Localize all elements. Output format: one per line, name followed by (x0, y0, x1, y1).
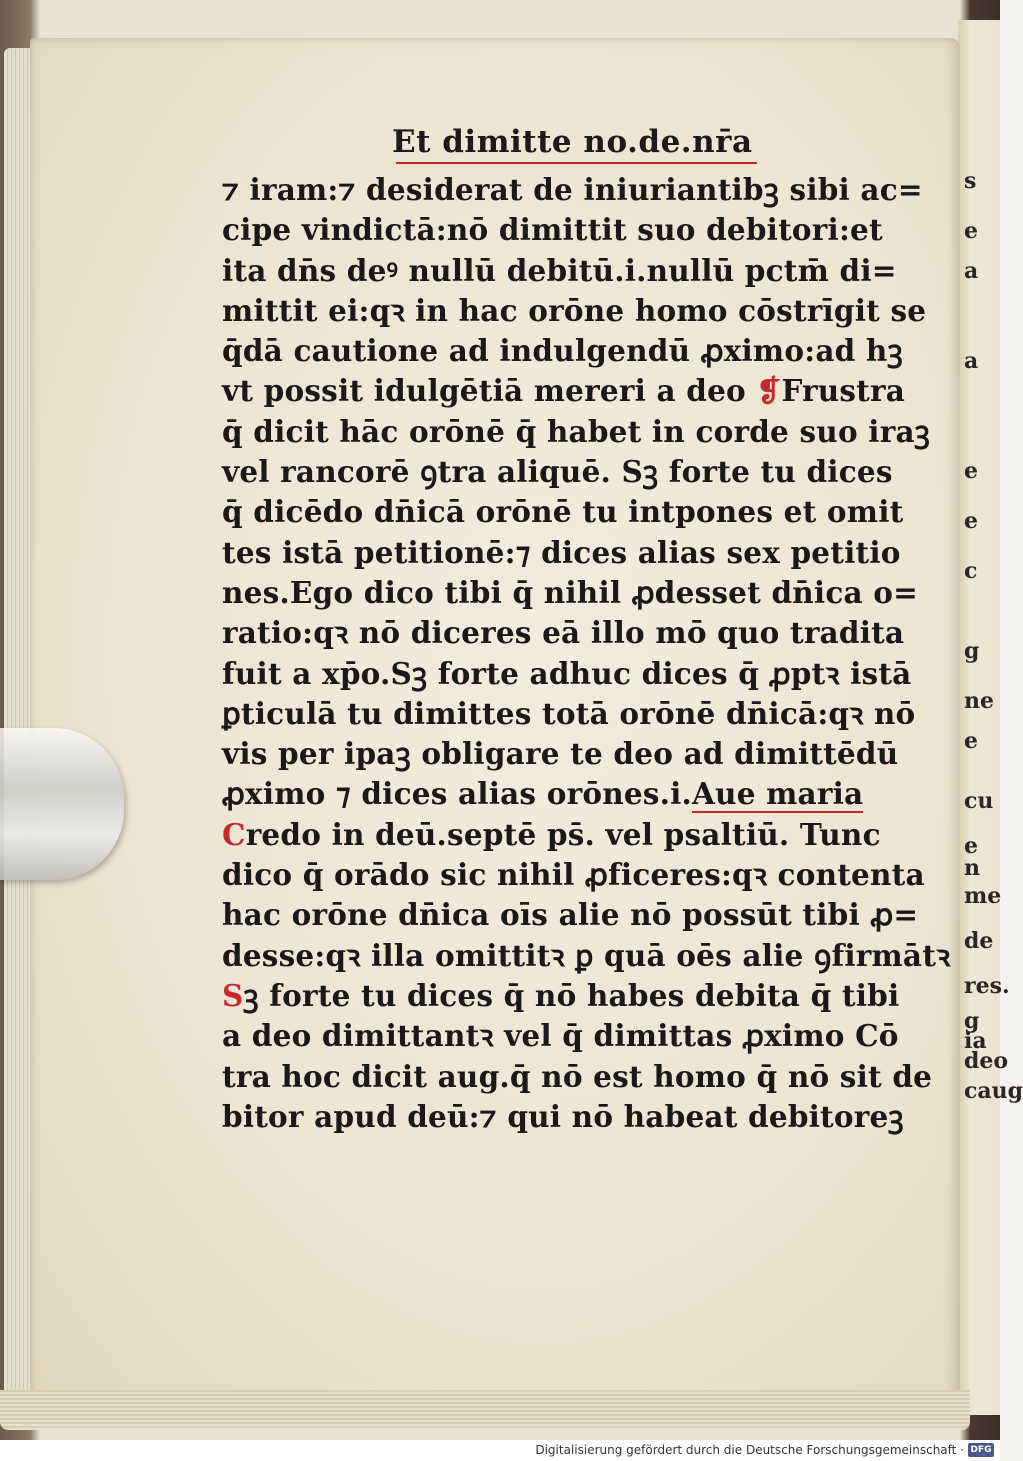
text-line: q̄ dicit hāc orōnē q̄ habet in corde suo iraꝫ (222, 413, 931, 449)
next-page-fragment: caug (964, 1078, 1023, 1104)
next-page-fragment: g (964, 638, 980, 664)
next-page-fragment: res. (964, 973, 1010, 999)
text-line: ita dn̄s deꝰ nullū debitū.i.nullū pctm̄ di= (222, 252, 897, 288)
text-line: ⁊ iram:⁊ desiderat de iniuriantibꝫ sibi ac= (222, 172, 923, 207)
text-line: vis per ipaꝫ obligare te deo ad dimittēdū (222, 736, 899, 772)
next-page-fragment: e (964, 458, 978, 484)
next-page-fragment: e (964, 508, 978, 534)
rubric-phrase: Aue maria (691, 776, 864, 812)
text-line: ꝓximo ⁊ dices alias orōnes.i.Aue maria (222, 776, 864, 812)
text-line: vt possit idulgētiā mereri a deo ❡Frustra (222, 373, 906, 409)
next-page-fragment: e (964, 218, 978, 244)
rubric-pilcrow: ❡ (756, 373, 782, 409)
dfg-logo: DFG (968, 1443, 994, 1457)
text-line: desse:qꝛ illa omittitꝛ ꝑ quā oēs alie ꝯfirmātꝛ (222, 937, 951, 973)
rubric-phrase: Tunc (799, 816, 881, 852)
next-page-fragment: ne (964, 688, 994, 714)
next-page-fragment: g (964, 1008, 980, 1034)
text-line: dico q̄ orādo sic nihil ꝓficeres:qꝛ contenta (222, 857, 925, 893)
rubric-phrase: Cō (855, 1018, 899, 1054)
text-line: mittit ei:qꝛ in hac orōne homo cōstrīgit se (222, 292, 927, 328)
text-line: a deo dimittantꝛ vel q̄ dimittas ꝓximo Cō (222, 1018, 899, 1054)
next-page-fragment: ia (964, 1028, 987, 1054)
text-line: q̄dā cautione ad indulgendū ꝓximo:ad hꝫ (222, 333, 903, 369)
rubric-phrase: Ego dico tibi q̄ nihil ꝓdesset dn̄ica o= (289, 574, 919, 610)
text-line: Credo in deū.septē ps̄. vel psaltiū. Tunc (222, 816, 881, 852)
next-page-fragment: de (964, 928, 994, 954)
text-line: q̄ dicēdo dn̄icā orōnē tu intpones et omit (222, 494, 904, 530)
rubric-initial: S (222, 977, 244, 1013)
next-page-fragment: deo (964, 1048, 1009, 1074)
text-line: cipe vindictā:nō dimittit suo debitori:et (222, 212, 883, 248)
rubric-word: Frustra (781, 373, 906, 409)
text-line: bitor apud deū:⁊ qui nō habeat debitoreꝫ (222, 1098, 904, 1134)
text-line: fuit a xp̄o.Sꝫ forte adhuc dices q̄ ꝓptꝛ istā (222, 655, 912, 691)
book-clip (0, 728, 124, 880)
next-page-fragment: me (964, 883, 1002, 909)
footer-bar (0, 1440, 1000, 1461)
text-line: tra hoc dicit aug.q̄ nō est homo q̄ nō sit de (222, 1058, 933, 1094)
text-line: tes istā petitionē:⁊ dices alias sex petitio (222, 534, 901, 570)
text-line: vel rancorē ꝯtra aliquē. Sꝫ forte tu dices (222, 454, 893, 490)
rubric-underline (396, 162, 757, 164)
rubric-phrase: Sꝫ forte tu dices (621, 454, 893, 490)
next-page-edge (958, 20, 1023, 1415)
text-line: nes.Ego dico tibi q̄ nihil ꝓdesset dn̄ica o= (222, 574, 919, 610)
next-page-fragment: a (964, 348, 979, 374)
text-line: ratio:qꝛ nō diceres eā illo mō quo tradita (222, 615, 905, 651)
rubric-phrase: Sꝫ forte adhuc dices q̄ ꝓptꝛ istā (390, 655, 912, 691)
next-page-fragment: s (964, 168, 977, 194)
text-line: Sꝫ forte tu dices q̄ nō habes debita q̄ tibi (222, 977, 900, 1013)
next-page-fragment: cu (964, 788, 994, 814)
text-line: hac orōne dn̄ica oīs alie nō possūt tibi ꝓ= (222, 897, 919, 933)
next-page-fragment: c (964, 558, 978, 584)
page-stack-bottom (0, 1390, 970, 1430)
running-head-text: Et dimitte no.de.nr̄a (392, 124, 753, 160)
text-line: ꝑticulā tu dimittes totā orōnē dn̄icā:qꝛ nō (222, 695, 916, 731)
text-block (222, 170, 951, 1137)
running-head (392, 124, 753, 160)
next-page-fragment: e (964, 728, 978, 754)
next-page-fragment: a (964, 258, 979, 284)
next-page-fragment: e n (964, 833, 980, 881)
rubric-initial: C (222, 816, 246, 852)
footer-credit: Digitalisierung gefördert durch die Deutsche Forschungsgemeinschaft · (535, 1443, 964, 1457)
